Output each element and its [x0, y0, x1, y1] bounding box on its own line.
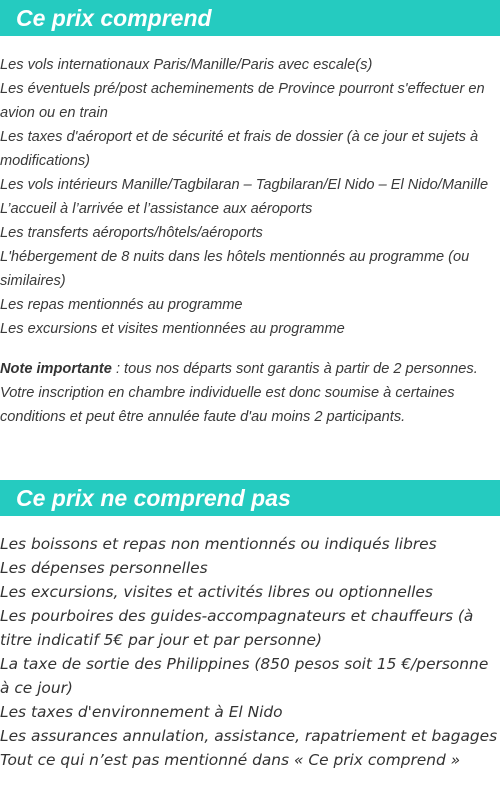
list-item: Les transferts aéroports/hôtels/aéroports: [0, 225, 263, 241]
list-item: Les pourboires des guides-accompagnateurs et chauffeurs (à titre indicatif 5€ par jour et par personne): [0, 607, 474, 649]
list-item: Les excursions et visites mentionnées au programme: [0, 321, 345, 337]
list-item: L'hébergement de 8 nuits dans les hôtels mentionnés au programme (ou similaires): [0, 249, 470, 289]
list-item: Les boissons et repas non mentionnés ou indiqués libres: [0, 535, 437, 553]
included-list: [0, 53, 500, 341]
list-item: Les dépenses personnelles: [0, 559, 208, 577]
list-item: Les taxes d'aéroport et de sécurité et frais de dossier (à ce jour et sujets à modifications): [0, 129, 479, 169]
list-item: Les repas mentionnés au programme: [0, 297, 243, 313]
list-item: Les assurances annulation, assistance, rapatriement et bagages: [0, 727, 498, 745]
section-heading-included: Ce prix comprend: [0, 0, 500, 36]
list-item: Les taxes d'environnement à El Nido: [0, 703, 283, 721]
list-item: L’accueil à l’arrivée et l’assistance aux aéroports: [0, 201, 313, 217]
note-label: Note importante: [0, 361, 112, 377]
list-item: Les éventuels pré/post acheminements de Province pourront s'effectuer en avion ou en train: [0, 81, 485, 121]
list-item: Les vols internationaux Paris/Manille/Paris avec escale(s): [0, 57, 373, 73]
note-text: : tous nos départs sont garantis à partir de 2 personnes. Votre inscription en chambre individuelle est donc soumise à certaines conditions et peut être annulée faute d'au moins 2 participants.: [0, 361, 478, 425]
section-heading-excluded: Ce prix ne comprend pas: [0, 480, 500, 516]
list-item: La taxe de sortie des Philippines (850 pesos soit 15 €/personne à ce jour): [0, 655, 489, 697]
list-item: Tout ce qui n’est pas mentionné dans « Ce prix comprend »: [0, 751, 461, 769]
important-note: [0, 357, 500, 429]
list-item: Les excursions, visites et activités libres ou optionnelles: [0, 583, 433, 601]
excluded-list: [0, 532, 500, 772]
list-item: Les vols intérieurs Manille/Tagbilaran – Tagbilaran/El Nido – El Nido/Manille: [0, 177, 489, 193]
